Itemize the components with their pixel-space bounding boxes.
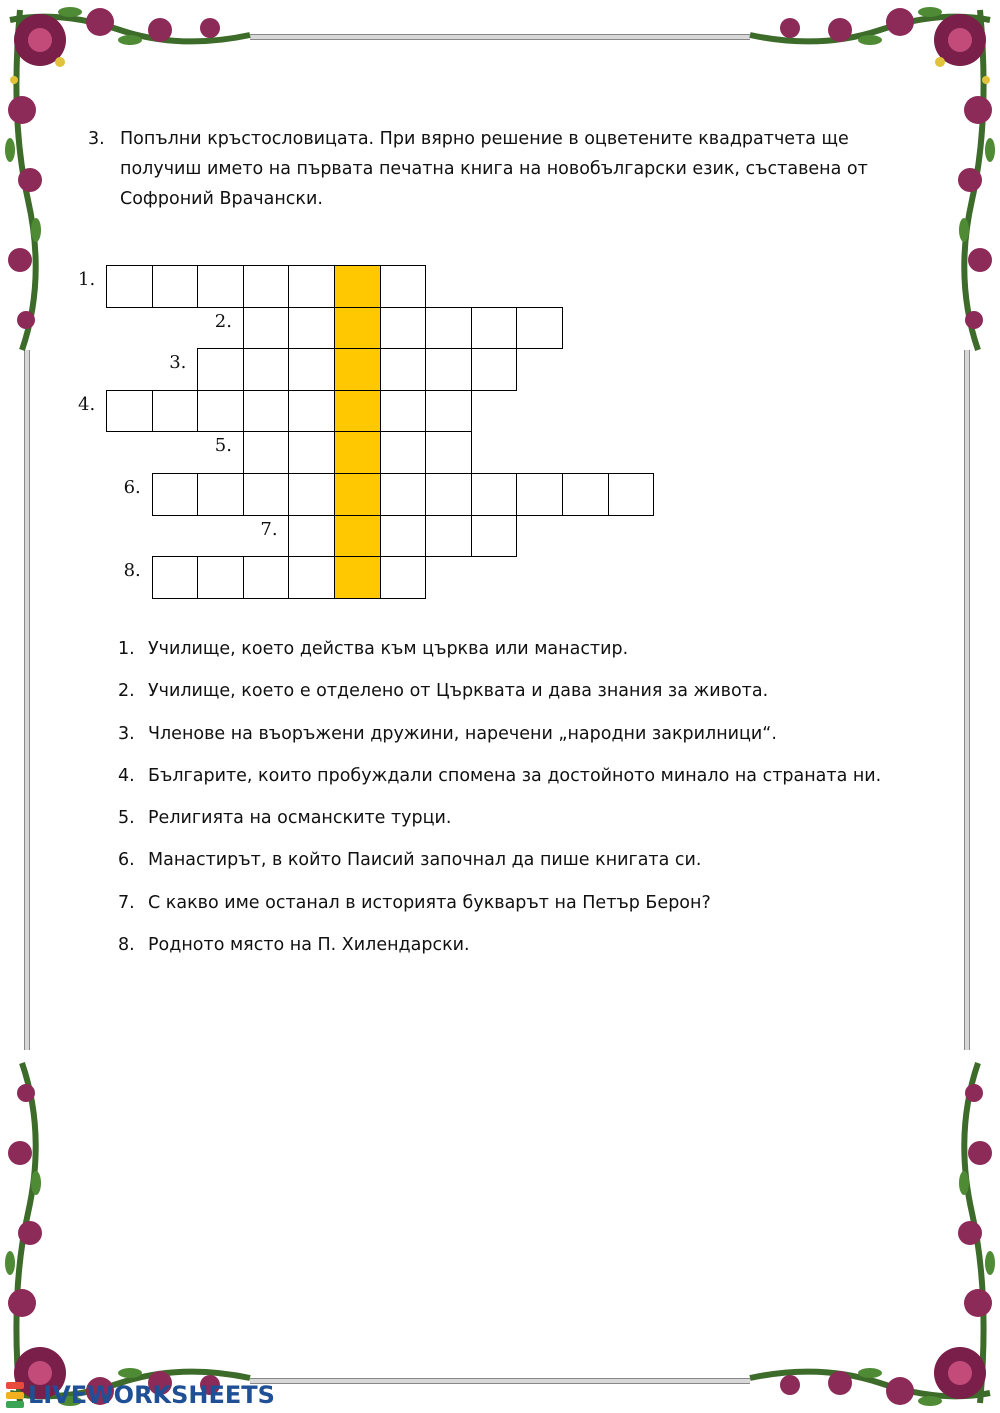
crossword-cell[interactable] <box>152 556 199 599</box>
crossword-cell[interactable] <box>288 265 335 308</box>
crossword-cell[interactable] <box>380 431 427 474</box>
crossword-row-label: 2. <box>214 310 232 332</box>
crossword-cell[interactable] <box>152 473 199 516</box>
crossword-highlighted-cell[interactable] <box>334 556 381 599</box>
crossword-cell[interactable] <box>106 390 153 433</box>
crossword-cell[interactable] <box>288 556 335 599</box>
clue-item <box>118 845 938 887</box>
crossword-cell[interactable] <box>152 390 199 433</box>
clue-text: Училище, което действа към църква или манастир. <box>148 639 629 659</box>
clue-text: Българите, които пробуждали спомена за достойното минало на страната ни. <box>148 765 882 786</box>
crossword-cell[interactable] <box>471 348 518 391</box>
clue-item <box>118 676 938 718</box>
frame-right-border <box>964 350 970 1050</box>
crossword-cell[interactable] <box>197 348 244 391</box>
logo-mark-icon <box>6 1382 24 1408</box>
crossword-row-label: 4. <box>78 393 96 415</box>
crossword-cell[interactable] <box>380 348 427 391</box>
clue-number: 2. <box>118 681 135 702</box>
clue-list <box>118 634 938 972</box>
crossword-cell[interactable] <box>288 431 335 474</box>
question-text: Попълни кръстословицата. При вярно решение в оцветените квадратчета ще получиш името на първата печатна книга на новобългарски език, съставена от Софроний Врачански. <box>120 129 868 209</box>
clue-item <box>118 761 938 803</box>
clue-item <box>118 930 938 972</box>
crossword-highlighted-cell[interactable] <box>334 515 381 558</box>
frame-bottom-border <box>250 1378 750 1384</box>
frame-left-border <box>24 350 30 1050</box>
clue-number: 6. <box>118 850 135 871</box>
crossword-cell[interactable] <box>288 390 335 433</box>
crossword-cell[interactable] <box>152 265 199 308</box>
clue-text: Религията на османските турци. <box>148 808 452 829</box>
clue-number: 8. <box>118 935 135 956</box>
crossword-cell[interactable] <box>197 473 244 516</box>
crossword-cell[interactable] <box>425 431 472 474</box>
crossword-cell[interactable] <box>516 473 563 516</box>
floral-corner-bottom-right <box>740 1053 1000 1413</box>
clue-number: 7. <box>118 892 135 913</box>
clue-item <box>118 803 938 845</box>
crossword-row-label: 1. <box>78 269 96 290</box>
crossword-cell[interactable] <box>380 265 427 308</box>
crossword-cell[interactable] <box>380 390 427 433</box>
crossword-row-label: 3. <box>169 352 187 374</box>
clue-number: 1. <box>118 639 135 659</box>
crossword-cell[interactable] <box>562 473 609 516</box>
crossword-cell[interactable] <box>106 265 153 308</box>
crossword-cell[interactable] <box>288 473 335 516</box>
clue-item <box>118 634 938 676</box>
crossword-cell[interactable] <box>380 473 427 516</box>
crossword-cell[interactable] <box>380 515 427 558</box>
crossword-cell[interactable] <box>471 307 518 350</box>
crossword-cell[interactable] <box>288 348 335 391</box>
crossword-cell[interactable] <box>425 473 472 516</box>
crossword-cell[interactable] <box>380 307 427 350</box>
clue-text: Членове на въоръжени дружини, наречени „народни закрилници“. <box>148 723 777 744</box>
crossword-cell[interactable] <box>288 307 335 350</box>
frame-top-border <box>250 34 750 40</box>
crossword-row-label: 6. <box>123 477 141 498</box>
clue-number: 4. <box>118 765 135 786</box>
clue-text: Родното място на П. Хилендарски. <box>148 935 470 956</box>
crossword-cell[interactable] <box>243 473 290 516</box>
logo-text: LIVEWORKSHEETS <box>28 1381 275 1409</box>
clue-number: 5. <box>118 808 135 829</box>
crossword-cell[interactable] <box>471 473 518 516</box>
crossword-cell[interactable] <box>243 348 290 391</box>
crossword-cell[interactable] <box>197 265 244 308</box>
crossword-cell[interactable] <box>197 390 244 433</box>
crossword-cell[interactable] <box>380 556 427 599</box>
crossword-highlighted-cell[interactable] <box>334 265 381 308</box>
crossword-cell[interactable] <box>425 515 472 558</box>
clue-item <box>118 719 938 761</box>
crossword-cell[interactable] <box>243 307 290 350</box>
crossword-cell[interactable] <box>288 515 335 558</box>
crossword-highlighted-cell[interactable] <box>334 348 381 391</box>
crossword-cell[interactable] <box>425 307 472 350</box>
crossword-cell[interactable] <box>608 473 655 516</box>
clue-item <box>118 888 938 930</box>
crossword-cell[interactable] <box>243 556 290 599</box>
clue-text: Манастирът, в който Паисий започнал да пише книгата си. <box>148 850 702 871</box>
crossword-cell[interactable] <box>243 431 290 474</box>
crossword-highlighted-cell[interactable] <box>334 473 381 516</box>
clue-text: Училище, което е отделено от Църквата и дава знания за живота. <box>148 681 769 702</box>
crossword-highlighted-cell[interactable] <box>334 431 381 474</box>
crossword-cell[interactable] <box>243 390 290 433</box>
crossword-cell[interactable] <box>243 265 290 308</box>
crossword-highlighted-cell[interactable] <box>334 307 381 350</box>
crossword-cell[interactable] <box>471 515 518 558</box>
clue-text: С какво име останал в историята букварът на Петър Берон? <box>148 892 711 913</box>
floral-corner-bottom-left <box>0 1053 260 1413</box>
crossword-row-label: 7. <box>260 518 278 540</box>
crossword-cell[interactable] <box>425 348 472 391</box>
crossword-cell[interactable] <box>197 556 244 599</box>
crossword-cell[interactable] <box>425 390 472 433</box>
crossword-row-label: 5. <box>214 435 232 457</box>
question-number: 3. <box>88 129 105 149</box>
liveworksheets-logo <box>6 1380 275 1410</box>
clue-number: 3. <box>118 723 135 744</box>
crossword-highlighted-cell[interactable] <box>334 390 381 433</box>
question-instruction <box>88 124 918 214</box>
crossword-cell[interactable] <box>516 307 563 350</box>
crossword-row-label: 8. <box>123 560 141 582</box>
